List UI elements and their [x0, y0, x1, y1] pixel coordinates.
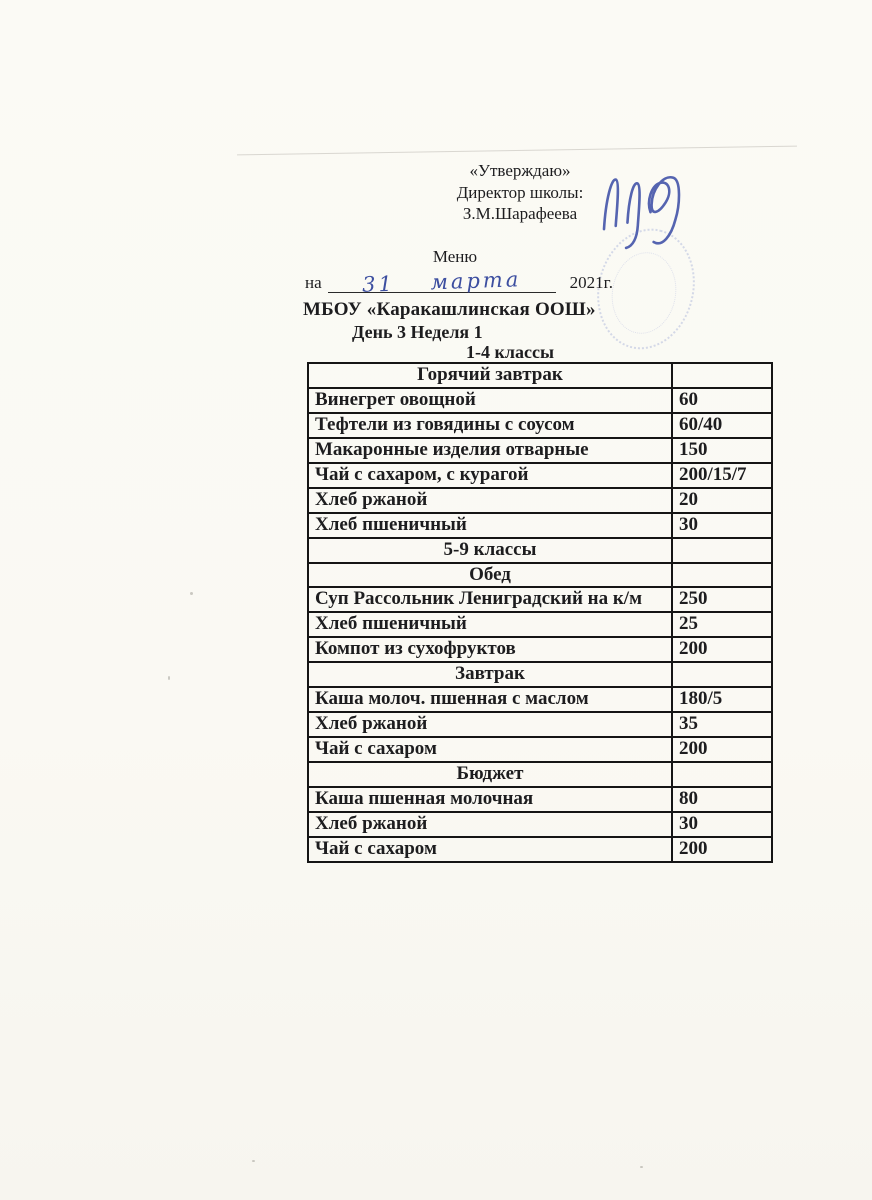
table-row — [308, 687, 772, 712]
day-week-line: День 3 Неделя 1 — [352, 322, 483, 342]
approve-word: «Утверждаю» — [469, 161, 571, 180]
date-line — [305, 267, 725, 297]
dish-name: Тефтели из говядины с соусом — [308, 413, 672, 438]
table-row — [308, 812, 772, 837]
table-row — [308, 513, 772, 538]
dish-name: Винегрет овощной — [308, 388, 672, 413]
dish-name: Макаронные изделия отварные — [308, 438, 672, 463]
empty-cell — [672, 762, 772, 787]
portion-value: 20 — [672, 488, 772, 513]
director-name: З.М.Шарафеева — [462, 204, 578, 223]
menu-table — [307, 362, 773, 863]
portion-value: 200 — [672, 837, 772, 862]
section-row — [308, 538, 772, 563]
section-row — [308, 762, 772, 787]
section-label: 5-9 классы — [308, 538, 672, 563]
scan-speck — [640, 1166, 643, 1168]
portion-value: 30 — [672, 513, 772, 538]
portion-value: 250 — [672, 587, 772, 612]
date-prefix: на — [305, 273, 322, 292]
dish-name: Чай с сахаром, с курагой — [308, 463, 672, 488]
table-row — [308, 712, 772, 737]
handwritten-date: 31 марта — [361, 267, 522, 297]
dish-name: Чай с сахаром — [308, 837, 672, 862]
portion-value: 60 — [672, 388, 772, 413]
portion-value: 80 — [672, 787, 772, 812]
scan-artifact-line — [237, 146, 797, 156]
table-row — [308, 787, 772, 812]
portion-value: 180/5 — [672, 687, 772, 712]
portion-value: 200 — [672, 637, 772, 662]
dish-name: Компот из сухофруктов — [308, 637, 672, 662]
table-row — [308, 413, 772, 438]
portion-value: 25 — [672, 612, 772, 637]
section-label: Бюджет — [308, 762, 672, 787]
empty-cell — [672, 538, 772, 563]
section-label: Завтрак — [308, 662, 672, 687]
portion-value: 30 — [672, 812, 772, 837]
scan-speck — [190, 592, 193, 595]
director-label: Директор школы: — [456, 182, 584, 202]
empty-cell — [672, 662, 772, 687]
dish-name: Хлеб ржаной — [308, 488, 672, 513]
dish-name: Хлеб ржаной — [308, 812, 672, 837]
table-row — [308, 637, 772, 662]
table-row — [308, 737, 772, 762]
school-name: МБОУ «Каракашлинская ООШ» — [303, 299, 596, 320]
table-row — [308, 488, 772, 513]
portion-value: 200 — [672, 737, 772, 762]
empty-cell — [672, 563, 772, 588]
dish-name: Чай с сахаром — [308, 737, 672, 762]
menu-table-body — [308, 363, 772, 862]
table-row — [308, 463, 772, 488]
section-row — [308, 662, 772, 687]
scan-speck — [252, 1160, 255, 1162]
table-row — [308, 587, 772, 612]
section-label: Обед — [308, 563, 672, 588]
portion-value: 35 — [672, 712, 772, 737]
scan-speck — [168, 676, 170, 680]
dish-name: Хлеб пшеничный — [308, 513, 672, 538]
section-label: Горячий завтрак — [308, 363, 672, 388]
table-row — [308, 388, 772, 413]
grades-line: 1-4 классы — [466, 342, 554, 362]
dish-name: Каша пшенная молочная — [308, 787, 672, 812]
table-row — [308, 438, 772, 463]
portion-value: 150 — [672, 438, 772, 463]
dish-name: Суп Рассольник Лениградский на к/м — [308, 587, 672, 612]
table-row — [308, 612, 772, 637]
portion-value: 60/40 — [672, 413, 772, 438]
table-row — [308, 837, 772, 862]
dish-name: Хлеб ржаной — [308, 712, 672, 737]
date-year: 2021г. — [569, 273, 613, 292]
dish-name: Каша молоч. пшенная с маслом — [308, 687, 672, 712]
dish-name: Хлеб пшеничный — [308, 612, 672, 637]
portion-value: 200/15/7 — [672, 463, 772, 488]
date-underline — [328, 267, 556, 297]
empty-cell — [672, 363, 772, 388]
menu-title: Меню — [432, 247, 478, 266]
section-row — [308, 363, 772, 388]
section-row — [308, 563, 772, 588]
